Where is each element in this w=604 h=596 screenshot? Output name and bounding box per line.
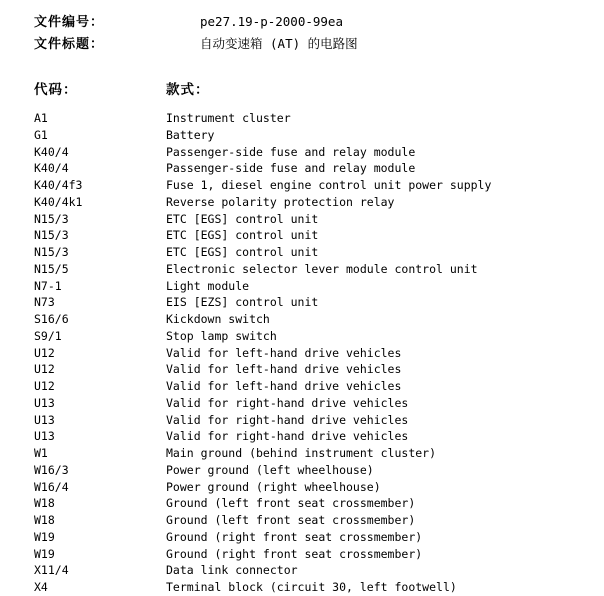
table-row (34, 261, 594, 278)
table-row (34, 361, 594, 378)
table-row (34, 546, 594, 563)
component-description: Valid for left-hand drive vehicles (166, 345, 402, 360)
document-title-row (34, 36, 358, 53)
table-row (34, 328, 594, 345)
component-description: ETC [EGS] control unit (166, 228, 319, 243)
component-code: W19 (34, 529, 55, 544)
component-description: Data link connector (166, 563, 298, 578)
component-description: Valid for right-hand drive vehicles (166, 412, 409, 427)
component-description: Stop lamp switch (166, 328, 277, 343)
component-code: U12 (34, 362, 55, 377)
component-code: N73 (34, 295, 55, 310)
table-row (34, 177, 594, 194)
document-number-row (34, 14, 343, 31)
table-header (34, 78, 210, 98)
component-code: N15/3 (34, 228, 69, 243)
document-number-label: 文件编号： (34, 15, 105, 30)
table-row (34, 395, 594, 412)
table-row (34, 579, 594, 596)
component-description: Ground (right front seat crossmember) (166, 529, 423, 544)
component-code: N15/5 (34, 261, 69, 276)
component-description: Battery (166, 127, 215, 142)
component-code: U12 (34, 345, 55, 360)
component-description: Passenger-side fuse and relay module (166, 161, 416, 176)
table-row (34, 428, 594, 445)
component-code: W1 (34, 446, 48, 460)
component-description: Valid for right-hand drive vehicles (166, 429, 409, 444)
component-description: Kickdown switch (166, 312, 270, 326)
description-column-header: 款式： (166, 82, 210, 98)
component-description: Fuse 1, diesel engine control unit power supply (166, 178, 492, 192)
component-description: EIS [EZS] control unit (166, 295, 319, 310)
table-row (34, 127, 594, 144)
table-row (34, 244, 594, 261)
component-description: Main ground (behind instrument cluster) (166, 446, 437, 460)
table-row (34, 160, 594, 177)
component-code: W16/4 (34, 479, 69, 494)
table-row (34, 345, 594, 362)
component-description: Reverse polarity protection relay (166, 194, 395, 209)
component-list (34, 110, 594, 596)
component-code: N15/3 (34, 245, 69, 259)
component-code: X4 (34, 580, 48, 594)
component-description: ETC [EGS] control unit (166, 211, 319, 226)
component-description: Terminal block (circuit 30, left footwell) (166, 580, 457, 594)
table-row (34, 479, 594, 496)
component-code: K40/4k1 (34, 194, 83, 209)
component-code: W18 (34, 496, 55, 511)
component-code: K40/4 (34, 161, 69, 176)
component-code: S9/1 (34, 328, 62, 343)
component-description: Light module (166, 278, 250, 293)
component-code: W19 (34, 546, 55, 561)
component-code: K40/4f3 (34, 178, 83, 192)
table-row (34, 495, 594, 512)
component-description: Power ground (right wheelhouse) (166, 479, 381, 494)
component-description: Power ground (left wheelhouse) (166, 462, 374, 477)
component-description: ETC [EGS] control unit (166, 245, 319, 259)
component-description: Valid for left-hand drive vehicles (166, 362, 402, 377)
component-description: Instrument cluster (166, 111, 291, 125)
table-row (34, 278, 594, 295)
component-code: U13 (34, 412, 55, 427)
table-row (34, 412, 594, 429)
component-code: U13 (34, 429, 55, 444)
table-row (34, 110, 594, 127)
table-row (34, 294, 594, 311)
code-column-header: 代码： (34, 82, 78, 98)
component-code: U13 (34, 395, 55, 410)
component-code: W16/3 (34, 462, 69, 477)
component-code: G1 (34, 127, 48, 142)
component-code: X11/4 (34, 563, 69, 578)
table-row (34, 311, 594, 328)
component-code: W18 (34, 513, 55, 527)
table-row (34, 144, 594, 161)
component-description: Ground (left front seat crossmember) (166, 496, 416, 511)
document-title-value: 自动变速箱 (AT) 的电路图 (200, 36, 358, 51)
document-title-label: 文件标题： (34, 37, 105, 52)
document-number-value: pe27.19-p-2000-99ea (200, 14, 343, 29)
table-row (34, 512, 594, 529)
component-code: N7-1 (34, 278, 62, 293)
table-row (34, 194, 594, 211)
component-code: K40/4 (34, 144, 69, 159)
component-code: S16/6 (34, 312, 69, 326)
table-row (34, 562, 594, 579)
table-row (34, 529, 594, 546)
component-description: Ground (right front seat crossmember) (166, 546, 423, 561)
component-description: Valid for right-hand drive vehicles (166, 395, 409, 410)
component-description: Electronic selector lever module control unit (166, 261, 478, 276)
component-code: N15/3 (34, 211, 69, 226)
component-code: U12 (34, 379, 55, 393)
component-code: A1 (34, 111, 48, 125)
component-description: Passenger-side fuse and relay module (166, 144, 416, 159)
table-row (34, 378, 594, 395)
table-row (34, 227, 594, 244)
component-description: Ground (left front seat crossmember) (166, 513, 416, 527)
component-description: Valid for left-hand drive vehicles (166, 379, 402, 393)
table-row (34, 445, 594, 462)
table-row (34, 211, 594, 228)
table-row (34, 462, 594, 479)
